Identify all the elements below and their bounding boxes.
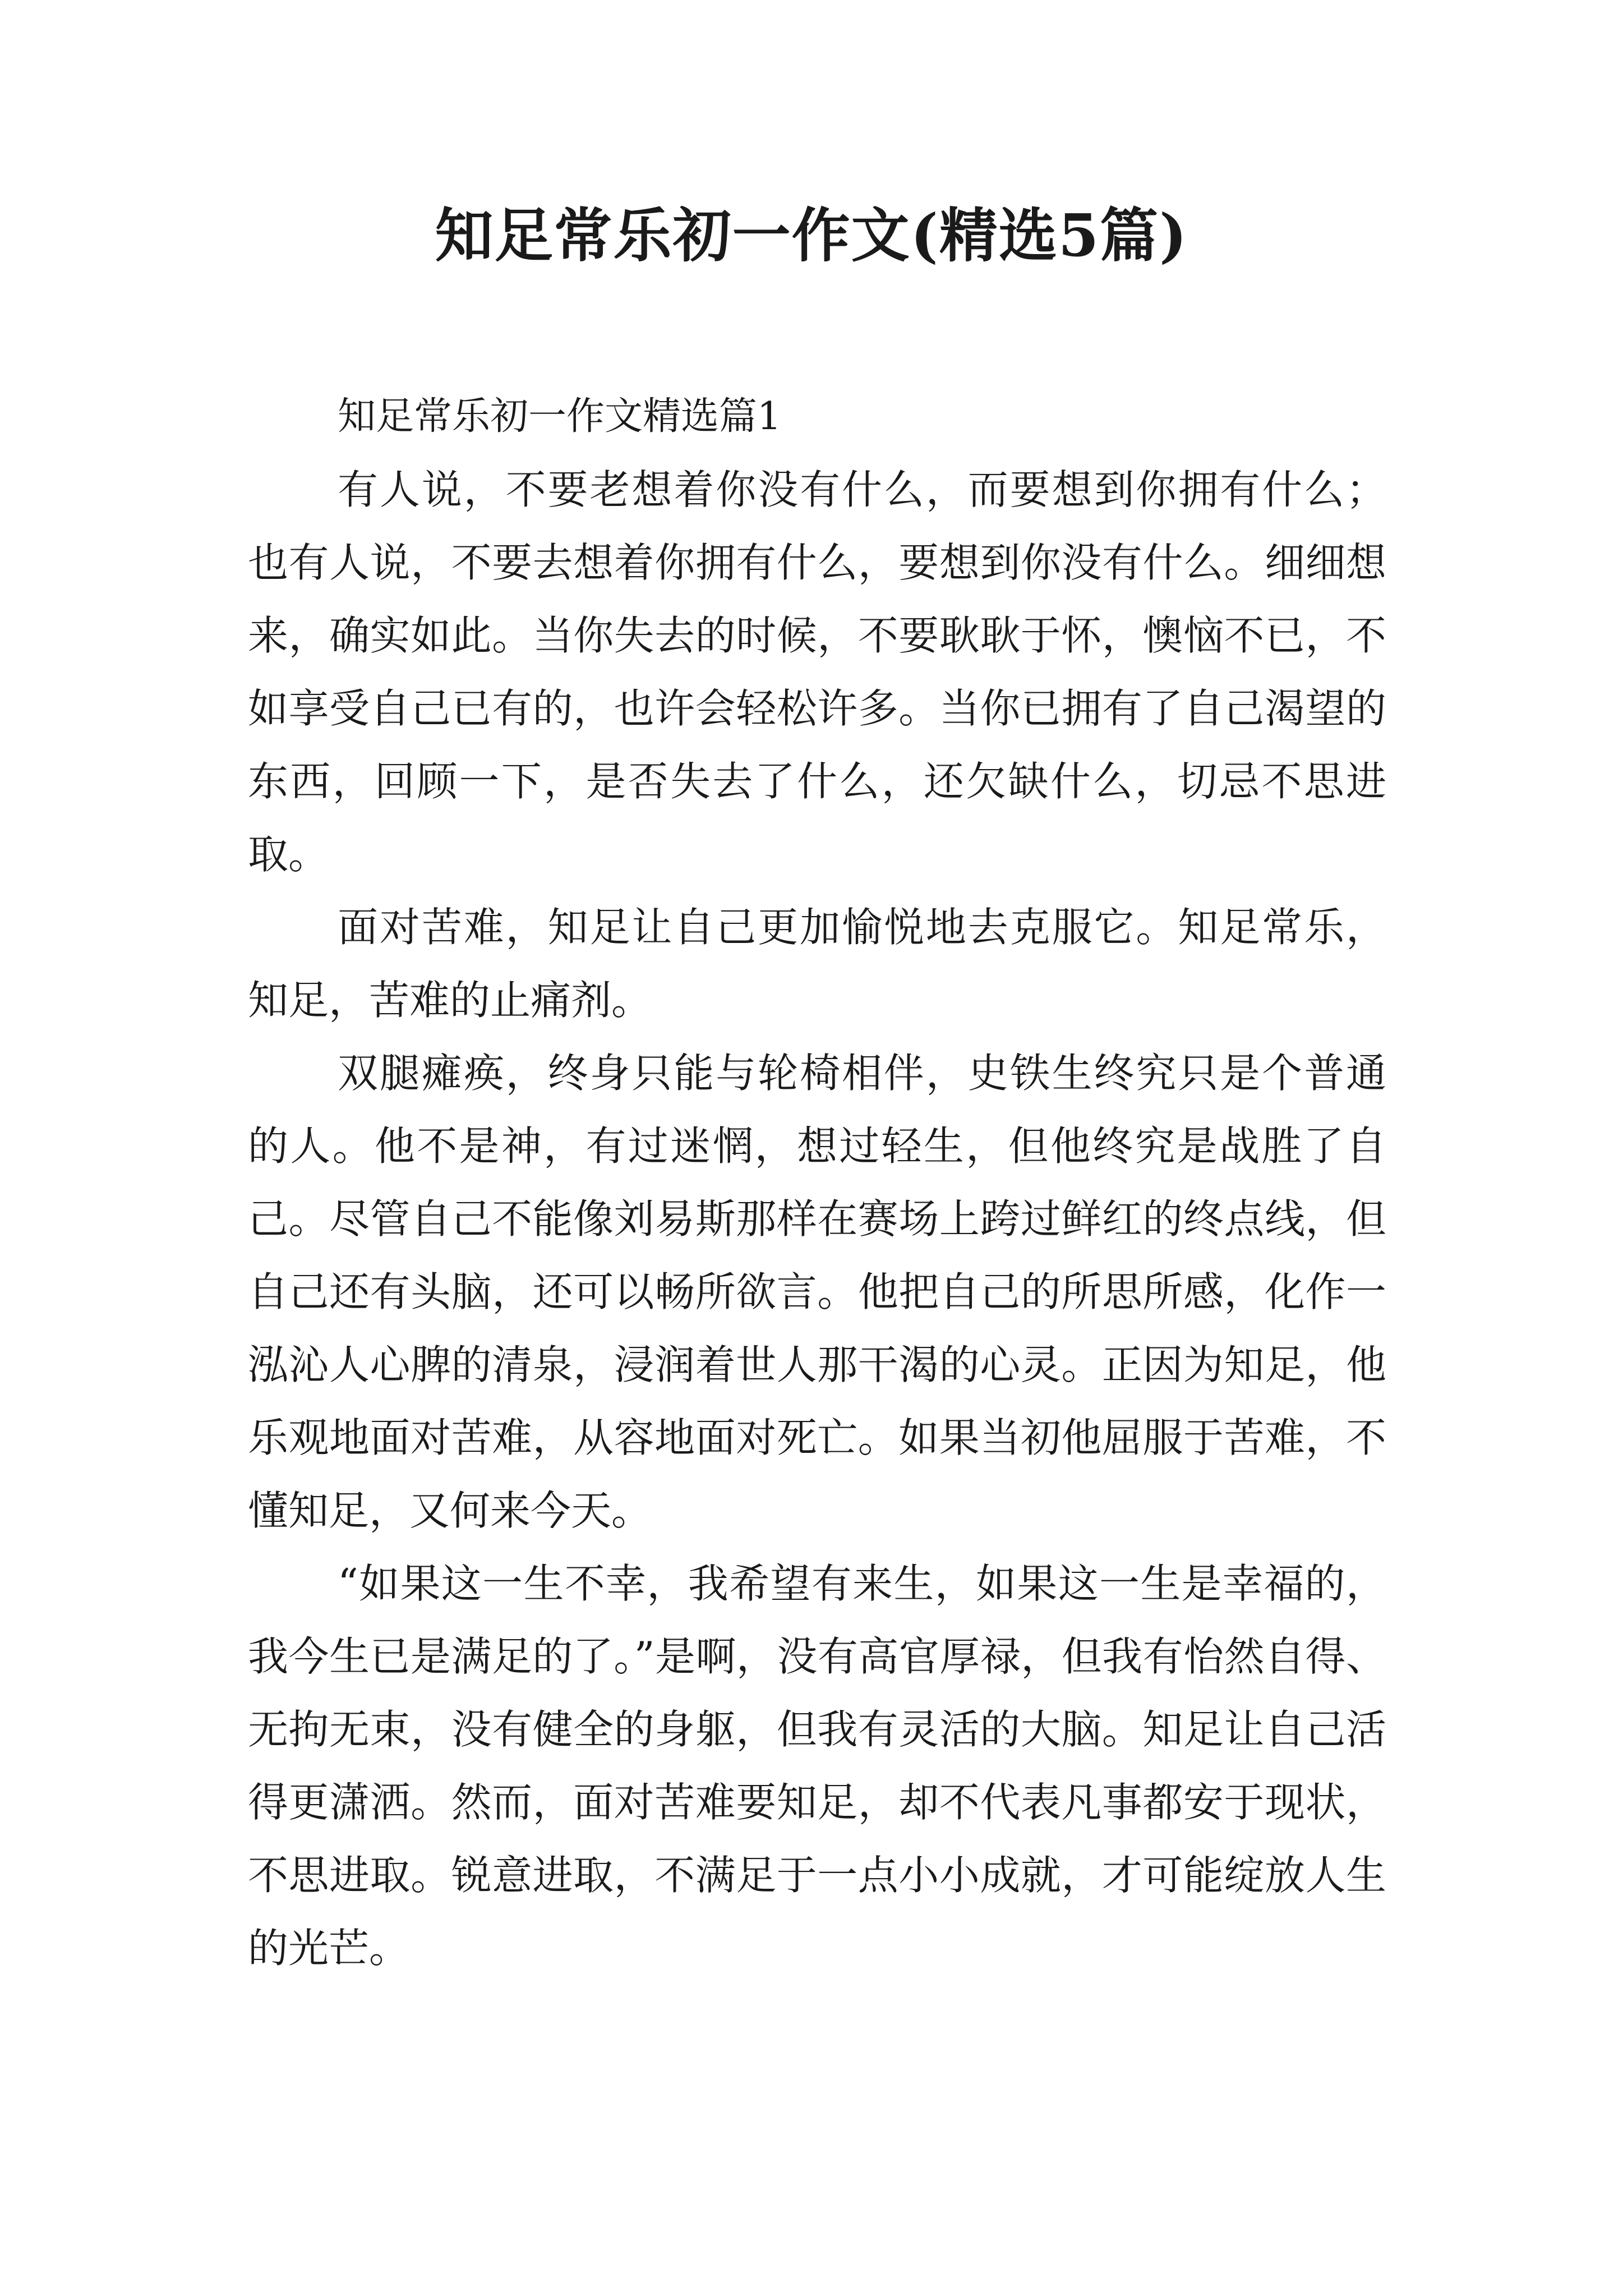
document-title: 知足常乐初一作文(精选5篇): [435, 201, 1188, 270]
paragraph-2: 面对苦难，知足让自己更加愉悦地去克服它。知足常乐，知足，苦难的止痛剂。: [248, 904, 1386, 1024]
paragraph-4: “如果这一生不幸，我希望有来生，如果这一生是幸福的，我今生已是满足的了。”是啊，没有高官厚禄，但我有怡然自得、无拘无束，没有健全的身躯，但我有灵活的大脑。知足让自己活得更潇洒。然而，面对苦难要知足，却不代表凡事都安于现状，不思进取。锐意进取，不满足于一点小小成就，才可能绽放人生的光芒。: [248, 1560, 1386, 1972]
section-heading: 知足常乐初一作文精选篇1: [338, 394, 782, 439]
document-body: [248, 380, 1386, 1985]
paragraph-1: 有人说，不要老想着你没有什么，而要想到你拥有什么；也有人说，不要去想着你拥有什么，要想到你没有什么。细细想来，确实如此。当你失去的时候，不要耿耿于怀，懊恼不已，不如享受自己已有的，也许会轻松许多。当你已拥有了自己渴望的东西，回顾一下，是否失去了什么，还欠缺什么，切忌不思进取。: [248, 466, 1386, 878]
paragraph-3: 双腿瘫痪，终身只能与轮椅相伴，史铁生终究只是个普通的人。他不是神，有过迷惘，想过轻生，但他终究是战胜了自己。尽管自己不能像刘易斯那样在赛场上跨过鲜红的终点线，但自己还有头脑，还可以畅所欲言。他把自己的所思所感，化作一泓沁人心脾的清泉，浸润着世人那干渴的心灵。正因为知足，他乐观地面对苦难，从容地面对死亡。如果当初他屈服于苦难，不懂知足，又何来今天。: [248, 1050, 1386, 1534]
